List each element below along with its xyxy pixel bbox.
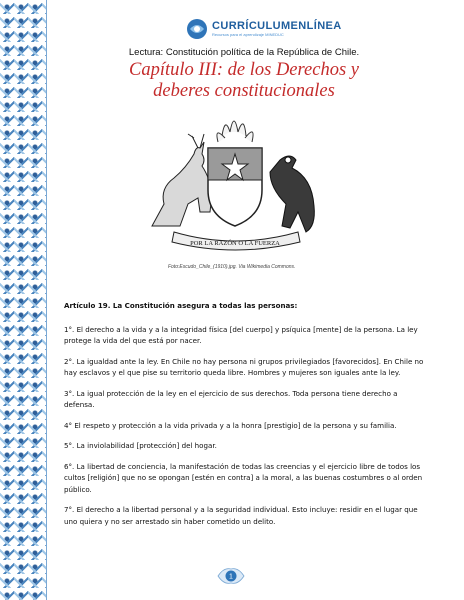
huemul-icon (152, 134, 212, 226)
image-caption: Foto:Escudo_Chile_(1910).jpg. Via Wikimedia Commons. (168, 264, 296, 270)
curriculum-logo (186, 17, 342, 41)
page-number: 1 (229, 573, 233, 581)
article-item: 1°. El derecho a la vida y a la integridad física [del cuerpo] y psíquica [mente] de la persona. La ley protege la vida del que está por nacer. (64, 324, 418, 345)
article-item: 5°. La inviolabilidad [protección] del hogar. (64, 441, 217, 450)
article-item: 4° El respeto y protección a la vida privada y a la honra [prestigio] de la persona y su familia. (64, 420, 397, 430)
motto-text: POR LA RAZÓN O LA FUERZA (190, 240, 280, 247)
logo-subtitle: Recursos para el aprendizaje MINEDUC (212, 32, 284, 37)
plumes-icon (217, 121, 253, 142)
chapter-title-line1: Capítulo III: de los Derechos y (129, 60, 359, 80)
chapter-title (0, 60, 464, 102)
logo-title: CURRÍCULUMENLÍNEA (212, 20, 342, 32)
article-item: 6°. La libertad de conciencia, la manifestación de todas las creencias y el ejercicio libre de todos los cultos [religión] que no se opongan [estén en contra] a la moral, a las buenas costumbres o al orden público. (64, 461, 423, 494)
article-content (64, 300, 428, 536)
logo-globe-icon (186, 18, 208, 40)
article-heading: Artículo 19. La Constitución asegura a todas las personas: (64, 301, 298, 310)
motto-ribbon (172, 232, 300, 250)
coat-of-arms-image (130, 108, 340, 258)
chapter-title-line2: deberes constitucionales (153, 81, 335, 101)
page-number-badge (216, 565, 246, 587)
shield-icon (208, 148, 262, 226)
article-item: 2°. La igualdad ante la ley. En Chile no hay persona ni grupos privilegiados [favorecidos]. En Chile no hay esclavos y el que pise su territorio queda libre. Hombres y mujeres son iguales ante la ley. (64, 356, 424, 377)
condor-icon (270, 156, 314, 232)
reading-label: Lectura: Constitución política de la República de Chile. (128, 47, 360, 58)
article-item: 3°. La igual protección de la ley en el ejercicio de sus derechos. Toda persona tiene derecho a defensa. (64, 388, 398, 409)
article-item: 7°. El derecho a la libertad personal y a la seguridad individual. Esto incluye: residir en el lugar que uno quiera y no ser arrestado sin haber cometido un delito. (64, 505, 418, 526)
